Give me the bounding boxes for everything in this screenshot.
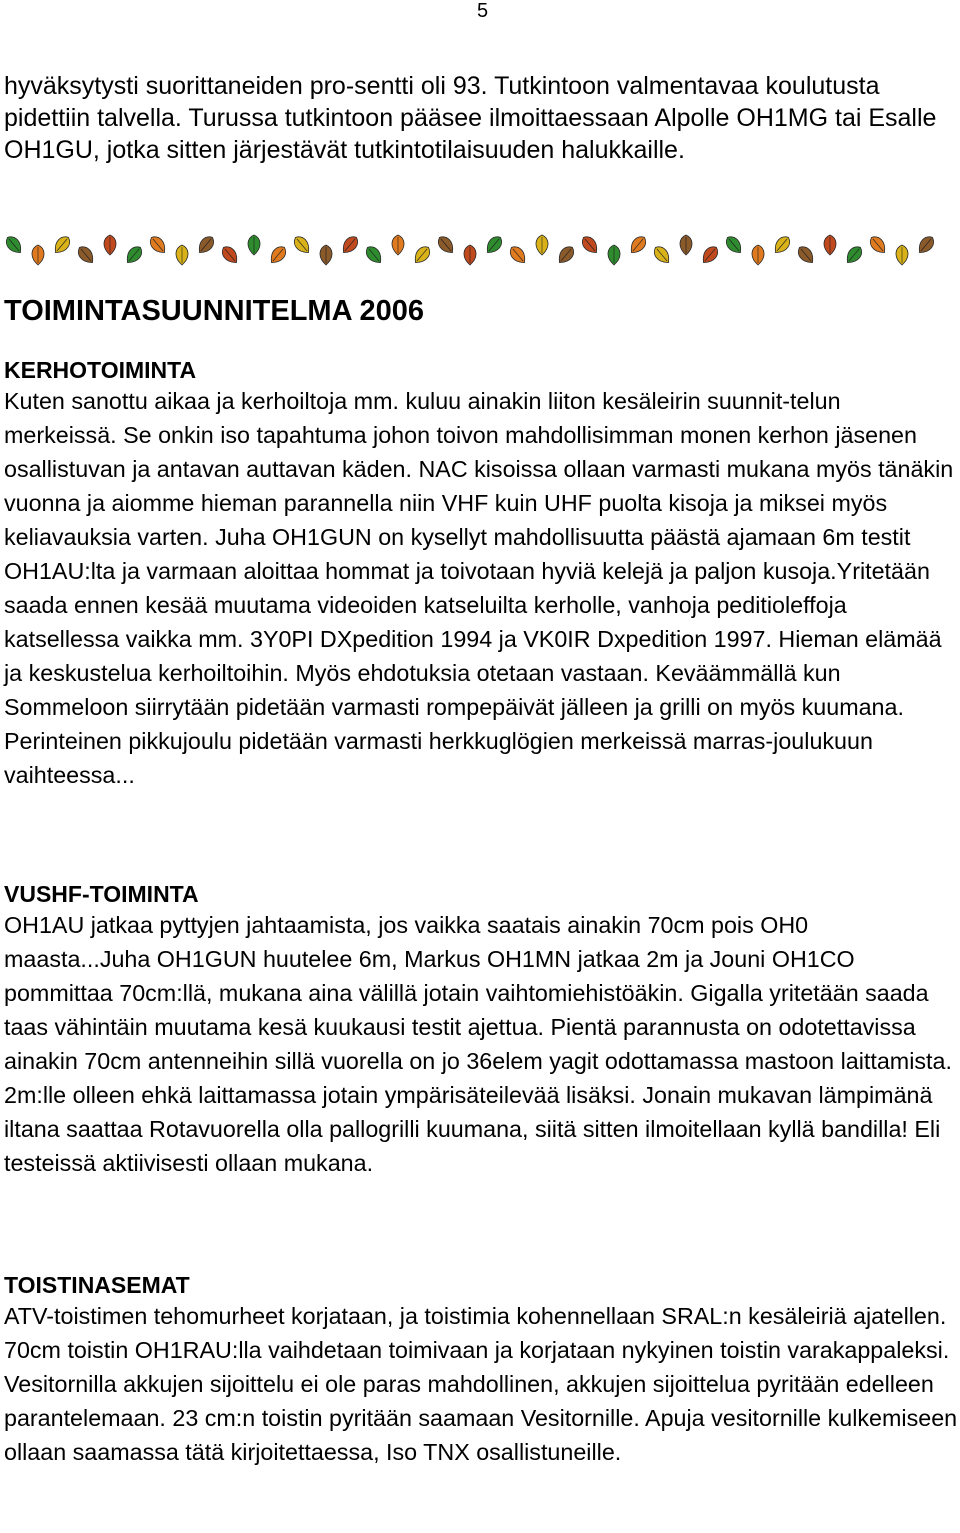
page-title: TOIMINTASUUNNITELMA 2006	[4, 295, 425, 327]
intro-text: hyväksytysti suorittaneiden pro-sentti oli 93. Tutkintoon valmentavaa koulutusta pidettiin talvella. Turussa tutkintoon pääsee ilmoittaessaan Alpolle OH1MG tai Esalle OH1GU, jotka sitten järjestävät tutkintotilaisuuden halukkaille.	[4, 72, 937, 164]
section-body: OH1AU jatkaa pyttyjen jahtaamista, jos vaikka saatais ainakin 70cm pois OH0 maasta...Juha OH1GUN huutelee 6m, Markus OH1MN jatkaa 2m ja Jouni OH1CO pommittaa 70cm:llä, mukana aina välillä jotain vaihtomiehistöäkin. Gigalla yritetään saada taas vähintäin muutama kesä kuukausi testit ajettua. Pientä parannusta on odotettavissa ainakin 70cm antenneihin sillä vuorella on jo 36elem yagit odottamassa mastoon laittamista. 2m:lle olleen ehkä laittamassa jotain ympärisäteilevää lisäksi. Jonain mukavan lämpimänä iltana saattaa Rotavuorella olla pallogrilli kuumana, siitä sitten ilmoitellaan kyllä bandilla! Eli testeissä aktiivisesti ollaan mukana.	[4, 912, 952, 1176]
leaf-icon	[4, 233, 25, 256]
intro-paragraph	[4, 70, 956, 166]
section-vushf-toiminta	[4, 880, 958, 1180]
section-heading: KERHOTOIMINTA	[4, 357, 197, 383]
section-toistinasemat	[4, 1271, 958, 1469]
section-body: Kuten sanottu aikaa ja kerhoiltoja mm. kuluu ainakin liiton kesäleirin suunnit-telun merkeissä. Se onkin iso tapahtuma johon toivon mahdollisimman monen kerhon jäsenen osallistuvan ja antavan auttavan käden. NAC kisoissa ollaan varmasti mukana myös tänäkin vuonna ja aiomme hieman parannella niin VHF kuin UHF puolta kisoja ja miksei myös keliavauksia varten. Juha OH1GUN on kysellyt mahdollisuutta päästä ajamaan 6m testit OH1AU:lta ja varmaan aloittaa hommat ja toivotaan hyviä kelejä ja paljon kusoja.Yritetään saada ennen kesää muutama videoiden katseluilta kerholle, vanhoja peditioleffoja katsellessa vaikka mm. 3Y0PI DXpedition 1994 ja VK0IR Dxpedition 1997. Hieman elämää ja keskustelua kerhoiltoihin. Myös ehdotuksia otetaan vastaan. Keväämmällä kun Sommeloon siirrytään pidetään varmasti rompepäivät jälleen ja grilli on myös kuumana. Perinteinen pikkujoulu pidetään varmasti herkkuglögien merkeissä marras-joulukuun vaihteessa...	[4, 388, 954, 788]
section-heading: TOISTINASEMAT	[4, 1272, 190, 1298]
autumn-leaves-border-icon	[4, 231, 952, 271]
section-kerhotoiminta	[4, 356, 958, 792]
section-body: ATV-toistimen tehomurheet korjataan, ja toistimia kohennellaan SRAL:n kesäleiriä ajatellen. 70cm toistin OH1RAU:lla vaihdetaan toimivaan ja korjataan nykyinen toistin varakappaleksi. Vesitornilla akkujen sijoittelu ei ole paras mahdollinen, akkujen sijoittelua pyritään edelleen parantelemaan. 23 cm:n toistin pyritään saamaan Vesitornille. Apuja vesitornille kulkemiseen ollaan saamassa tätä kirjoitettaessa, Iso TNX osallistuneille.	[4, 1303, 958, 1465]
section-heading: VUSHF-TOIMINTA	[4, 881, 199, 907]
page-number: 5	[477, 0, 489, 22]
